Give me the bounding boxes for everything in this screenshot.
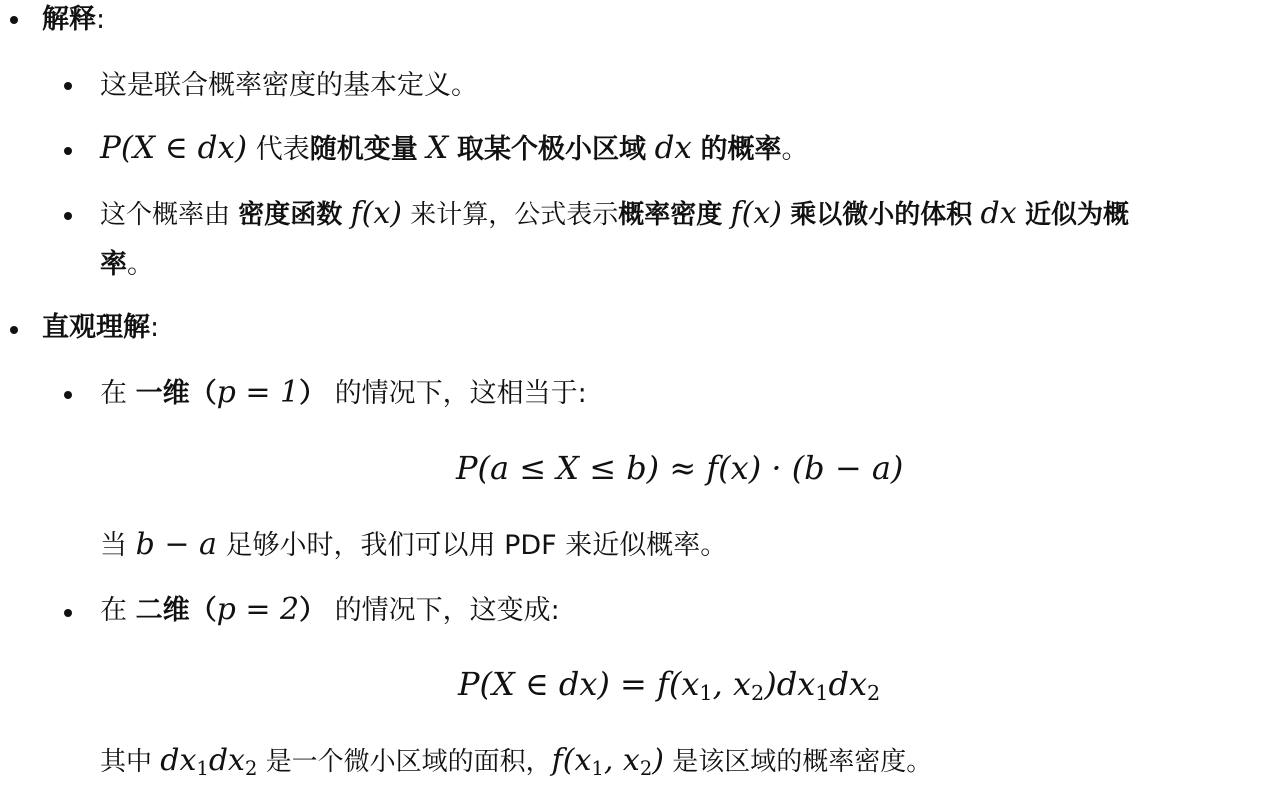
math-x: X (426, 130, 449, 166)
bullet-intuition (10, 326, 18, 334)
heading-intuition-text: 直观理解 (42, 312, 150, 343)
explain-item-3-line2: 率。 (100, 249, 154, 280)
bullet-explain (10, 16, 18, 24)
math-p-eq-1: p = 1 (216, 375, 300, 410)
explain-item-1 (100, 66, 478, 106)
math-dx: dx (654, 130, 692, 166)
heading-explain: 解释: (42, 4, 106, 35)
math-f-x1-x2: $f(x_1$, $x_2$) (551, 743, 664, 780)
heading-explain-text: 解释 (42, 4, 96, 35)
heading-intuition: 直观理解: (42, 312, 160, 343)
one-d-note: 当 b − a 足够小时，我们可以用 PDF 来近似概率。 (100, 527, 728, 562)
math-dx-2: dx (980, 196, 1017, 231)
math-dx1-dx2: $dx_1dx_2$ (160, 743, 258, 780)
math-b-minus-a: b − a (135, 527, 217, 562)
math-p-x-in-dx: P(X ∈ dx) (100, 130, 248, 166)
math-f-x-2: f(x) (730, 196, 782, 231)
bullet-explain-3 (64, 212, 72, 220)
bullet-explain-2 (64, 147, 72, 155)
one-d-item: 在 一维（p = 1） 的情况下，这相当于: (100, 375, 587, 410)
two-d-item: 在 二维（p = 2） 的情况下，这变成: (100, 592, 560, 627)
bullet-two-d (64, 609, 72, 617)
explain-item-2: P(X ∈ dx) 代表随机变量 X 取某个极小区域 dx 的概率。 (100, 130, 809, 166)
math-f-x: f(x) (350, 196, 402, 231)
bullet-one-d (64, 391, 72, 399)
two-d-note: 其中 $dx_1dx_2$ 是一个微小区域的面积，$f(x_1$, $x_2$) 是该区域的概率密度。 (100, 743, 933, 780)
bullet-explain-1 (64, 82, 72, 90)
explain-item-1-text: 这是联合概率密度的基本定义。 (100, 70, 478, 101)
formula-two-d: P(X ∈ $dx) = f(x_1$, $x_2)dx_1dx_2$ (458, 665, 881, 706)
explain-item-3-line1: 这个概率由 密度函数 f(x) 来计算，公式表示概率密度 f(x) 乘以微小的体积 dx 近似为概 (100, 196, 1129, 231)
math-p-eq-2: p = 2 (216, 592, 300, 627)
formula-one-d: P(a ≤ X ≤ b) ≈ f(x) · (b − a) (456, 449, 904, 487)
